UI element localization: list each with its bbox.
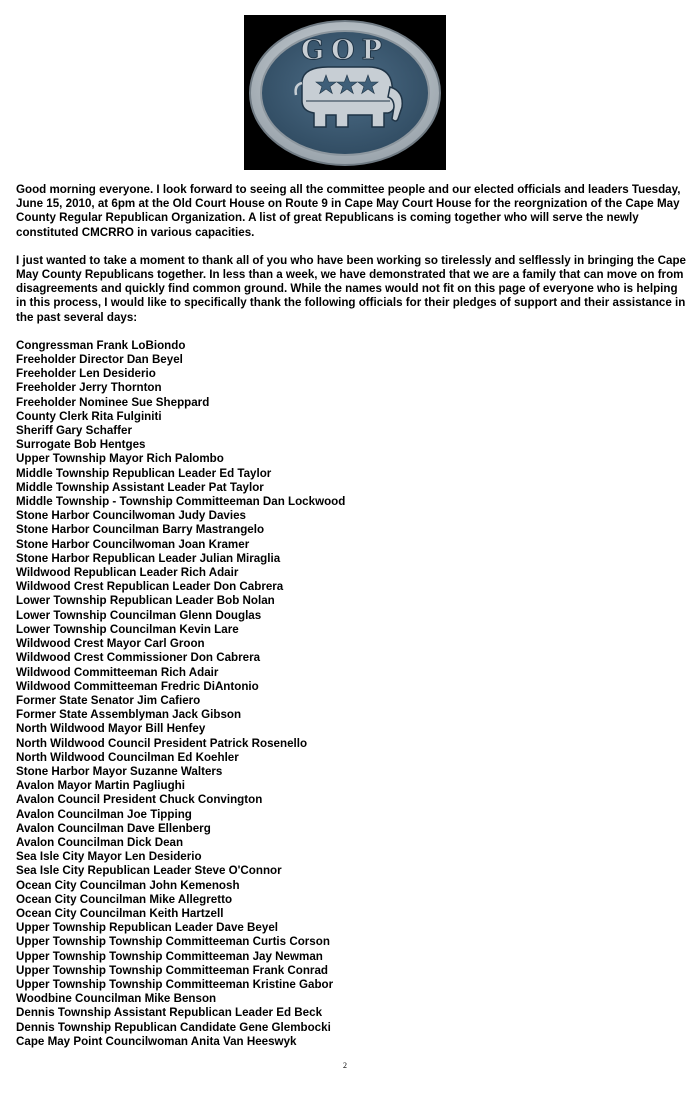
official-list-item: Sheriff Gary Schaffer: [16, 424, 132, 438]
official-list-item: Middle Township - Township Committeeman Dan Lockwood: [16, 495, 346, 509]
official-list-item: North Wildwood Mayor Bill Henfey: [16, 722, 206, 736]
letter-body: [16, 183, 686, 1049]
official-list-item: Upper Township Township Committeeman Curtis Corson: [16, 935, 330, 949]
official-list-item: Sea Isle City Republican Leader Steve O'Connor: [16, 864, 282, 878]
official-list-item: Middle Township Republican Leader Ed Taylor: [16, 466, 272, 480]
logo-text: GOP: [301, 35, 389, 66]
official-list-item: Freeholder Jerry Thornton: [16, 381, 162, 395]
official-list-item: Upper Township Republican Leader Dave Beyel: [16, 921, 278, 935]
official-list-item: Wildwood Committeeman Fredric DiAntonio: [16, 679, 259, 693]
official-list-item: Dennis Township Assistant Republican Leader Ed Beck: [16, 1006, 323, 1020]
official-list-item: Stone Harbor Councilman Barry Mastrangelo: [16, 523, 265, 537]
official-list-item: Former State Senator Jim Cafiero: [16, 693, 201, 707]
official-list-item: Lower Township Councilman Kevin Lare: [16, 622, 239, 636]
official-list-item: Wildwood Republican Leader Rich Adair: [16, 566, 239, 580]
gop-elephant-emblem-icon: [244, 15, 446, 170]
gop-logo: [244, 15, 446, 170]
official-list-item: Middle Township Assistant Leader Pat Taylor: [16, 480, 264, 494]
page-number: 2: [343, 1061, 347, 1070]
official-list-item: Wildwood Crest Commissioner Don Cabrera: [16, 651, 261, 665]
intro-paragraph: Good morning everyone. I look forward to seeing all the committee people and our elected officials and leaders Tuesday, June 15, 2010, at 6pm at the Old Court House on Route 9 in Cape May Court House for the reorgnization of the Cape May County Regular Republican Organization. A list of great Republicans is coming together who will serve the newly constituted CMCRRO in various capacities.: [16, 183, 681, 239]
official-list-item: Wildwood Crest Republican Leader Don Cabrera: [16, 580, 284, 594]
official-list-item: Upper Township Township Committeeman Frank Conrad: [16, 963, 328, 977]
official-list-item: Wildwood Committeeman Rich Adair: [16, 665, 219, 679]
official-list-item: Ocean City Councilman Keith Hartzell: [16, 906, 224, 920]
official-list-item: Former State Assemblyman Jack Gibson: [16, 708, 242, 722]
official-list-item: Freeholder Len Desiderio: [16, 367, 156, 381]
official-list-item: North Wildwood Council President Patrick Rosenello: [16, 736, 308, 750]
official-list-item: Surrogate Bob Hentges: [16, 438, 146, 452]
official-list-item: Ocean City Councilman Mike Allegretto: [16, 892, 233, 906]
official-list-item: Freeholder Nominee Sue Sheppard: [16, 395, 210, 409]
official-list-item: Avalon Council President Chuck Convington: [16, 793, 263, 807]
official-list-item: Woodbine Councilman Mike Benson: [16, 992, 217, 1006]
official-list-item: Avalon Councilman Dave Ellenberg: [16, 821, 211, 835]
official-list-item: Dennis Township Republican Candidate Gene Glembocki: [16, 1020, 331, 1034]
official-list-item: Freeholder Director Dan Beyel: [16, 353, 183, 367]
official-list-item: North Wildwood Councilman Ed Koehler: [16, 750, 239, 764]
official-list-item: Stone Harbor Councilwoman Judy Davies: [16, 509, 246, 523]
official-list-item: Lower Township Republican Leader Bob Nolan: [16, 594, 275, 608]
official-list-item: Ocean City Councilman John Kemenosh: [16, 878, 240, 892]
official-list-item: County Clerk Rita Fulginiti: [16, 409, 162, 423]
officials-list: [16, 339, 686, 1049]
official-list-item: Upper Township Township Committeeman Jay Newman: [16, 949, 323, 963]
official-list-item: Stone Harbor Republican Leader Julian Miraglia: [16, 551, 281, 565]
official-list-item: Upper Township Mayor Rich Palombo: [16, 452, 224, 466]
official-list-item: Avalon Councilman Dick Dean: [16, 835, 184, 849]
official-list-item: Upper Township Township Committeeman Kristine Gabor: [16, 977, 334, 991]
official-list-item: Cape May Point Councilwoman Anita Van Heeswyk: [16, 1034, 297, 1048]
official-list-item: Stone Harbor Councilwoman Joan Kramer: [16, 537, 250, 551]
official-list-item: Avalon Mayor Martin Pagliughi: [16, 779, 185, 793]
thanks-paragraph: I just wanted to take a moment to thank all of you who have been working so tirelessly and selflessly in bringing the Cape May County Republicans together. In less than a week, we have demonstrated that we are a family that can move on from disagreements and quickly find common ground. While the names would not fit on this page of everyone who is helping in this process, I would like to specifically thank the following officials for their pledges of support and their assistance in the past several days:: [16, 253, 686, 324]
official-list-item: Stone Harbor Mayor Suzanne Walters: [16, 764, 223, 778]
official-list-item: Lower Township Councilman Glenn Douglas: [16, 608, 262, 622]
official-list-item: Wildwood Crest Mayor Carl Groon: [16, 637, 205, 651]
official-list-item: Sea Isle City Mayor Len Desiderio: [16, 850, 202, 864]
official-list-item: Avalon Councilman Joe Tipping: [16, 807, 192, 821]
official-list-item: Congressman Frank LoBiondo: [16, 338, 186, 352]
